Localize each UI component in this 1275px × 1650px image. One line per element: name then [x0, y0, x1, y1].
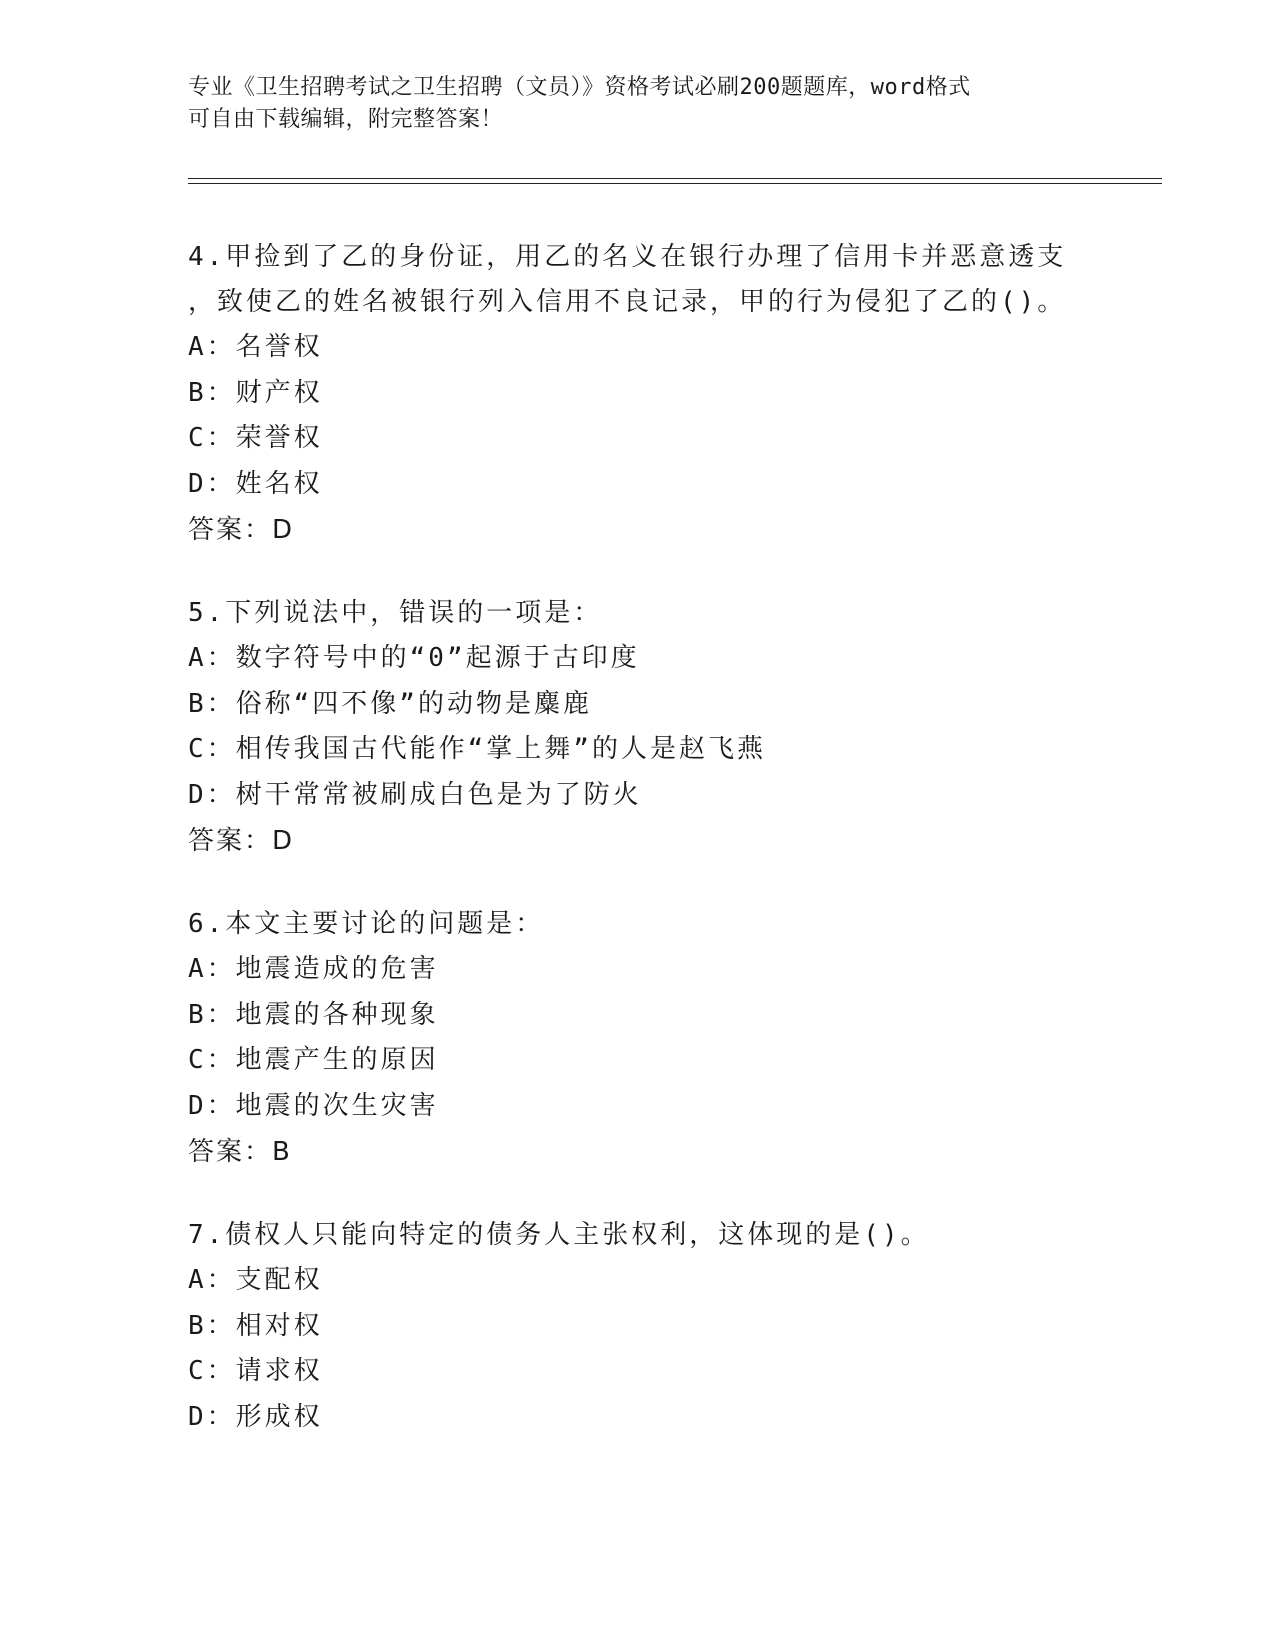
header-divider-top [188, 178, 1162, 179]
question-text-line: 7.债权人只能向特定的债务人主张权利，这体现的是()。 [188, 1220, 930, 1250]
document-header [188, 72, 1088, 136]
option-a: A：地震造成的危害 [188, 954, 439, 984]
option-a: A：名誉权 [188, 332, 323, 362]
option-b: B：地震的各种现象 [188, 999, 439, 1030]
question-text [188, 591, 1148, 636]
question-list [188, 235, 1148, 1478]
answer: 答案：D [188, 826, 295, 856]
option-b: B：俗称“四不像”的动物是麋鹿 [188, 688, 592, 719]
option-d: D：形成权 [188, 1401, 323, 1432]
question-text-line: 4.甲捡到了乙的身份证，用乙的名义在银行办理了信用卡并恶意透支 [188, 242, 1067, 272]
question-6 [188, 902, 1148, 1175]
question-text [188, 235, 1148, 325]
header-divider-bottom [188, 183, 1162, 184]
question-5 [188, 591, 1148, 864]
option-b: B：相对权 [188, 1310, 323, 1341]
option-d: D：树干常常被刷成白色是为了防火 [188, 779, 642, 810]
option-c: C：地震产生的原因 [188, 1045, 439, 1075]
header-line-1: 专业《卫生招聘考试之卫生招聘（文员）》资格考试必刷200题题库，word格式 [188, 75, 971, 100]
option-a: A：数字符号中的“0”起源于古印度 [188, 643, 640, 673]
option-c: C：请求权 [188, 1356, 323, 1386]
option-d: D：姓名权 [188, 468, 323, 499]
question-text [188, 1213, 1148, 1258]
answer: 答案：B [188, 1137, 292, 1167]
option-a: A：支配权 [188, 1265, 323, 1295]
answer: 答案：D [188, 515, 295, 545]
question-text-line: ，致使乙的姓名被银行列入信用不良记录，甲的行为侵犯了乙的()。 [188, 287, 1067, 317]
option-d: D：地震的次生灾害 [188, 1090, 439, 1121]
question-text-line: 6.本文主要讨论的问题是： [188, 909, 545, 939]
header-line-2: 可自由下载编辑，附完整答案！ [188, 107, 504, 132]
question-text [188, 902, 1148, 947]
question-text-line: 5.下列说法中，错误的一项是： [188, 598, 603, 628]
question-7 [188, 1213, 1148, 1440]
option-b: B：财产权 [188, 377, 323, 408]
option-c: C：荣誉权 [188, 423, 323, 453]
question-4 [188, 235, 1148, 553]
option-c: C：相传我国古代能作“掌上舞”的人是赵飞燕 [188, 734, 766, 764]
